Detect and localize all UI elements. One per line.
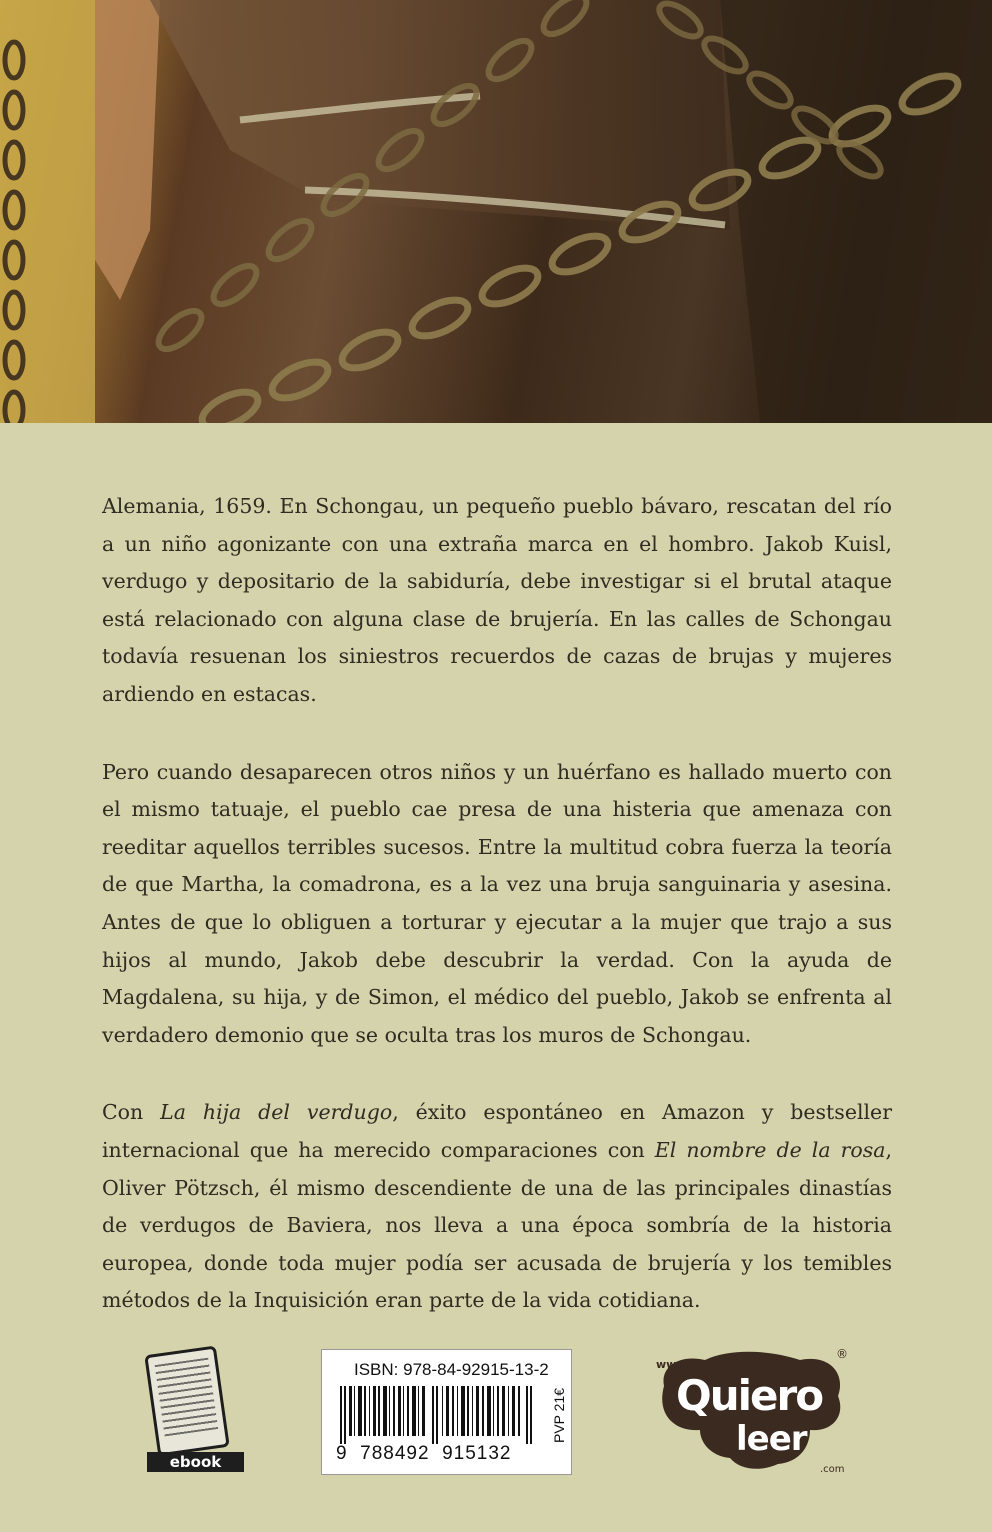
ebook-label: ebook: [147, 1452, 244, 1472]
ebook-tablet-icon: [144, 1345, 229, 1456]
logo-name-bottom: leer: [736, 1419, 807, 1459]
ebook-badge: [147, 1350, 244, 1472]
synopsis-p3-text-1: Con: [102, 1100, 161, 1125]
synopsis-paragraph-3: [102, 1094, 892, 1320]
logo-suffix: .com: [820, 1464, 845, 1475]
synopsis-paragraph-1: Alemania, 1659. En Schongau, un pequeño pueblo bávaro, rescatan del río a un niño agonizante con una extraña marca en el hombro. Jakob Kuisl, verdugo y depositario de la sabiduría, debe investigar si el brutal ataque está relacionado con alguna clase de brujería. En las calles de Schongau todavía resuenan los siniestros recuerdos de cazas de brujas y mujeres ardiendo en estacas.: [102, 494, 892, 706]
barcode-digits: 9 788492 915132: [336, 1443, 512, 1464]
logo-registered: ®: [836, 1347, 848, 1361]
barcode-bars: [340, 1386, 536, 1444]
synopsis-paragraph-2: Pero cuando desaparecen otros niños y un huérfano es hallado muerto con el mismo tatuaje, el pueblo cae presa de una histeria que amenaza con reeditar aquellos terribles sucesos. Entre la multitud cobra fuerza la teoría de que Martha, la comadrona, es a la vez una bruja sanguinaria y asesina. Antes de que lo obliguen a torturar y ejecutar a la mujer que trajo a sus hijos al mundo, Jakob debe descubrir la verdad. Con la ayuda de Magdalena, su hija, y de Simon, el médico del pueblo, Jakob se enfrenta al verdadero demonio que se oculta tras los muros de Schongau.: [102, 759, 892, 1047]
isbn-number: ISBN: 978-84-92915-13-2: [354, 1360, 549, 1379]
comparison-title-reference: El nombre de la rosa: [654, 1137, 886, 1162]
synopsis-p3-text-3: , Oliver Pötzsch, él mismo descendiente de una de las principales dinastías de verdugos de Baviera, nos lleva a una época sombría de la historia europea, donde toda mujer podía ser acusada de brujería y los temibles métodos de la Inquisición eran parte de la vida cotidiana.: [102, 1137, 893, 1313]
logo-name-top: Quiero: [676, 1371, 823, 1420]
quiero-leer-logo: [650, 1346, 850, 1476]
back-cover-synopsis: [102, 488, 892, 1360]
synopsis-p3-text-2: , éxito espontáneo en Amazon y bestseller internacional que ha merecido comparaciones con: [102, 1100, 892, 1162]
logo-prefix: www.: [656, 1358, 690, 1371]
isbn-barcode: [321, 1349, 572, 1475]
cover-artwork-chains: [0, 0, 992, 423]
book-title-reference: La hija del verdugo: [160, 1100, 393, 1125]
price-label: PVP 21€: [551, 1388, 567, 1444]
